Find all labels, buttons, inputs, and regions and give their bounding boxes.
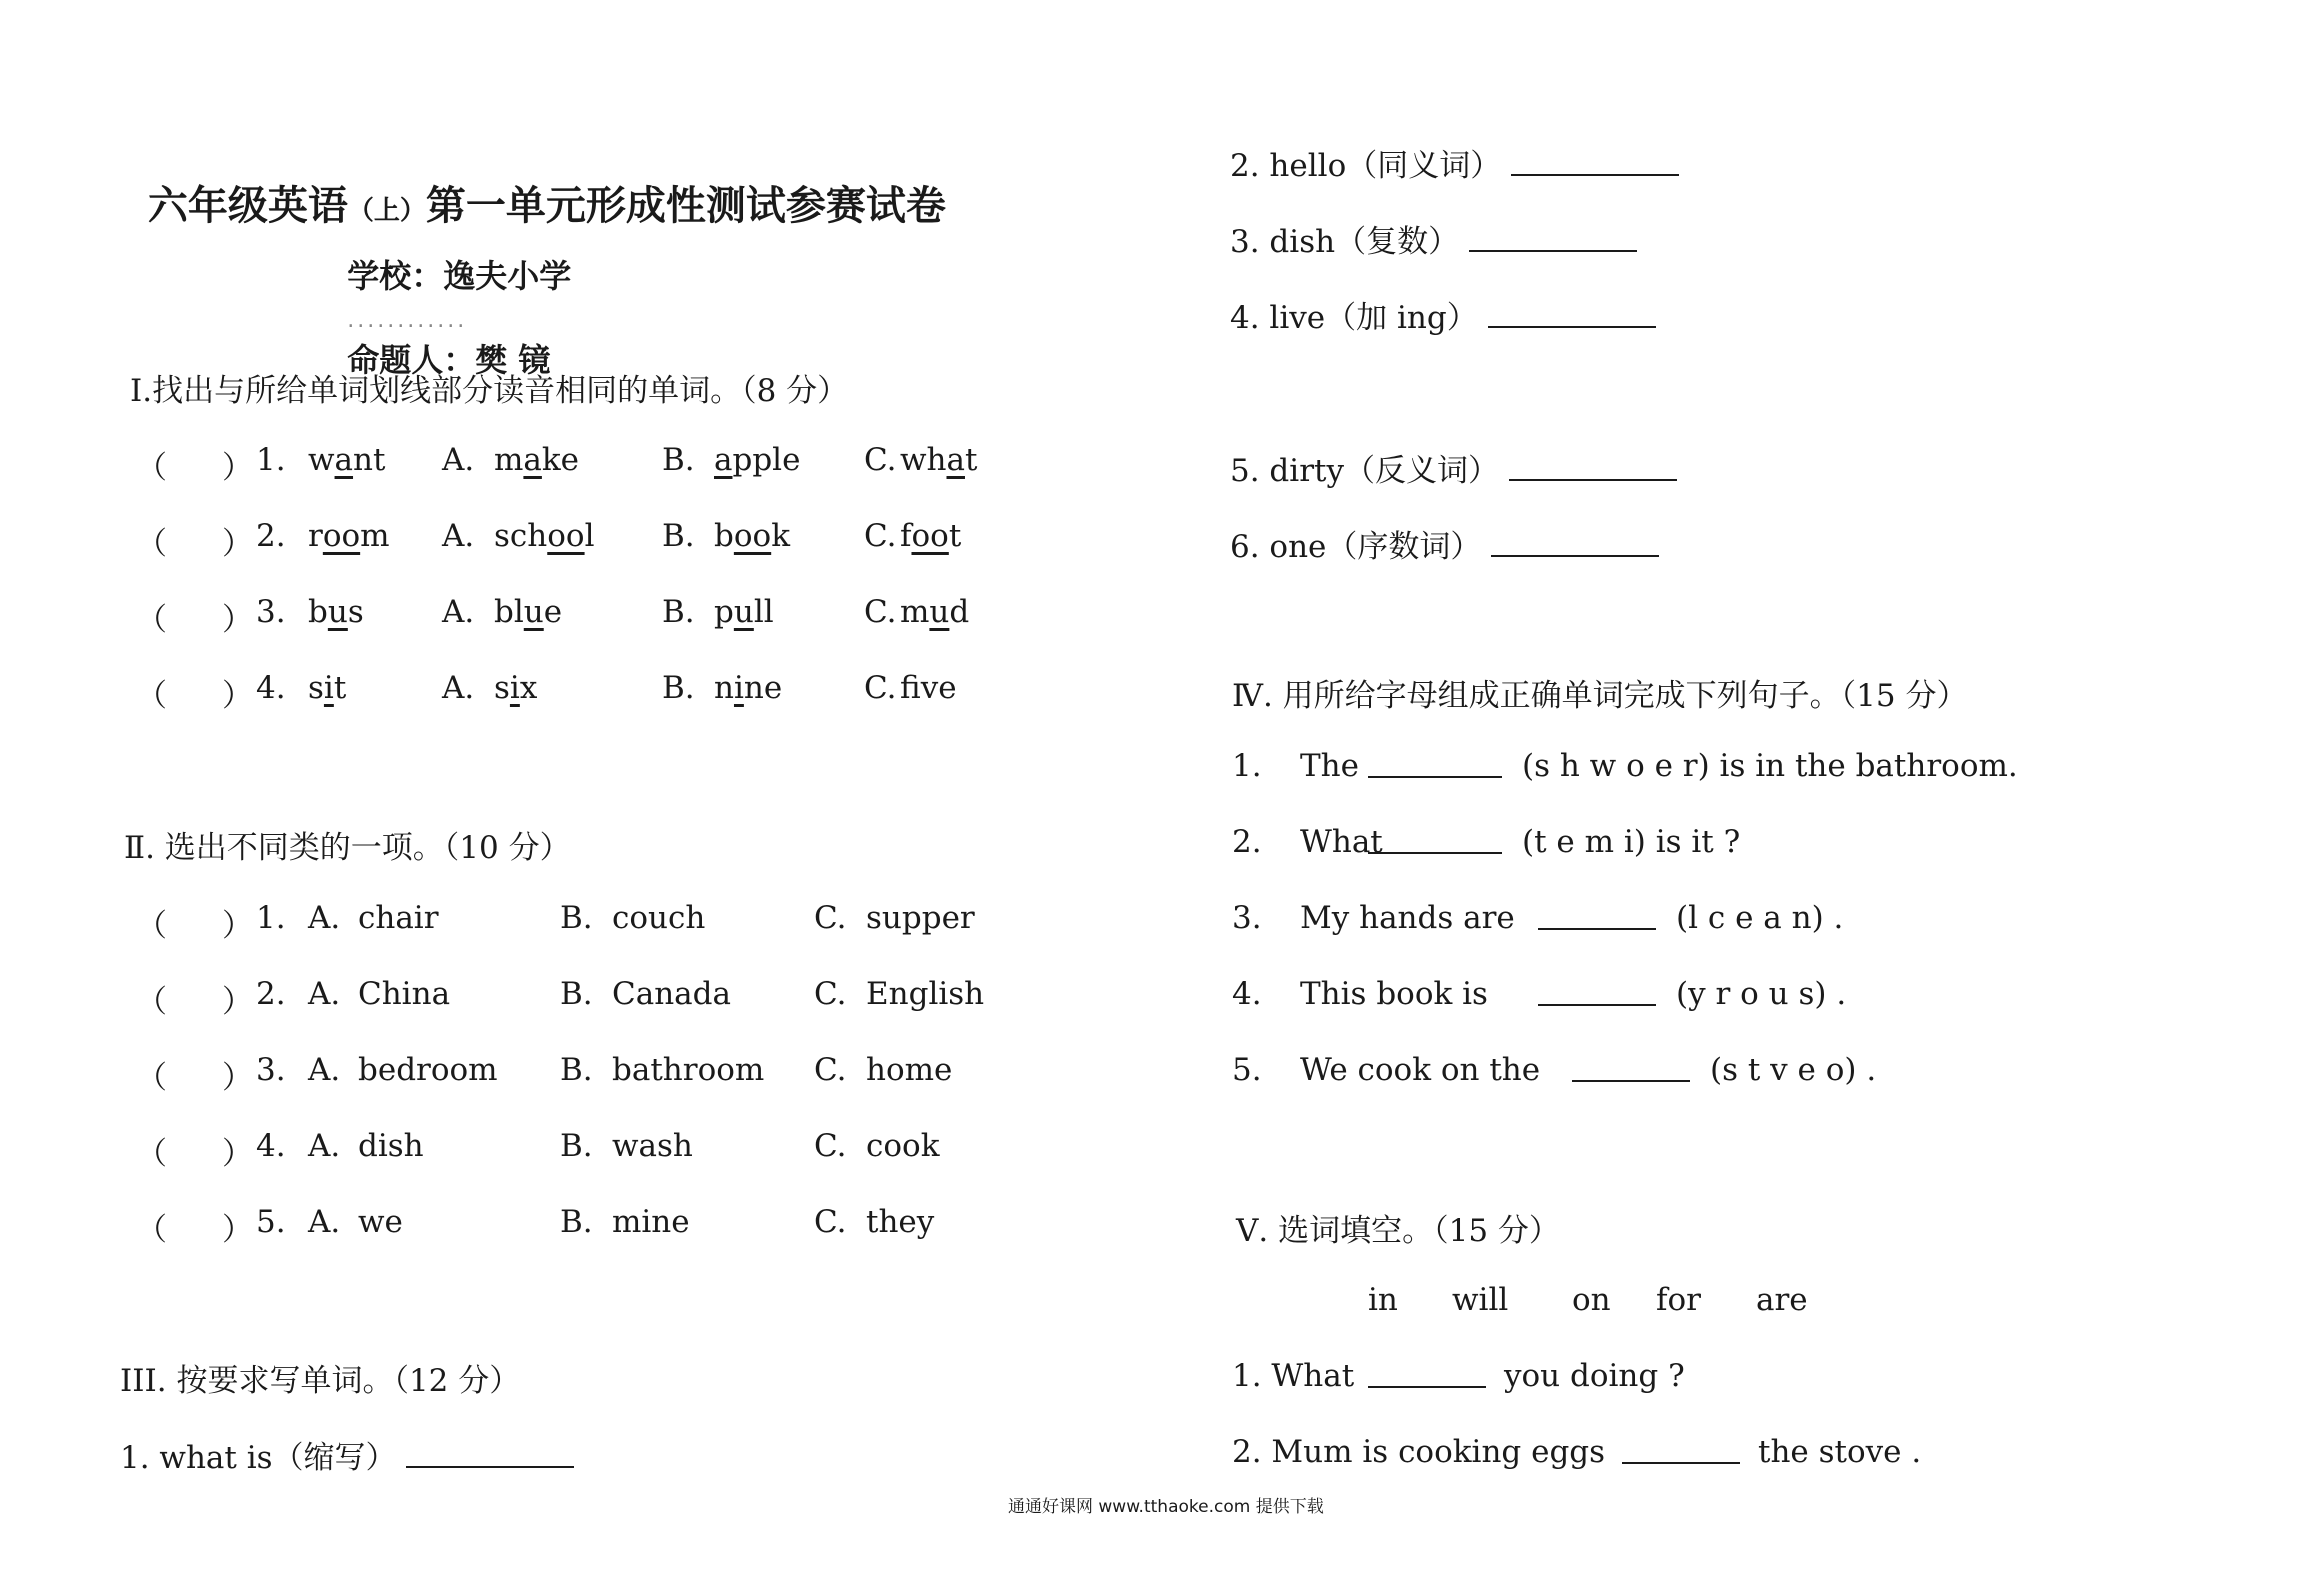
footer-text: 通通好课网 www.tthaoke.com 提供下载: [1008, 1497, 1324, 1517]
answer-blank[interactable]: [1622, 1434, 1740, 1464]
option-b-pre: n: [714, 670, 734, 706]
option-c-letter: C.: [814, 1128, 847, 1164]
word-bank-item: are: [1756, 1282, 1808, 1318]
author-label: 命题人：樊 镜: [347, 341, 551, 379]
target-word-pre: b: [308, 594, 328, 630]
question-number: 2.: [256, 976, 286, 1012]
dotted-separator: ............: [347, 308, 468, 333]
option-a-word[interactable]: chair: [358, 900, 439, 936]
option-c-underlined: a: [946, 442, 965, 478]
option-c-pre: wh: [900, 442, 947, 478]
answer-box[interactable]: [166, 1052, 236, 1086]
word-bank-item: for: [1656, 1282, 1701, 1318]
answer-paren-close: ）: [222, 1212, 253, 1248]
option-c-letter: C.: [814, 900, 847, 936]
answer-paren-open: （: [136, 678, 167, 714]
word-bank-item: will: [1452, 1282, 1509, 1318]
option-b-word[interactable]: [714, 670, 782, 706]
title-rest: 第一单元形成性测试参赛试卷: [425, 183, 946, 229]
option-b-letter: B.: [662, 518, 695, 554]
answer-paren-close: ）: [222, 908, 253, 944]
target-word-post: m: [360, 518, 390, 554]
option-b-underlined: oo: [733, 518, 772, 554]
option-b-post: ll: [753, 594, 774, 630]
answer-blank[interactable]: [1368, 1358, 1486, 1388]
sentence-end: the stove .: [1758, 1434, 1922, 1470]
answer-paren-close: ）: [222, 1136, 253, 1172]
target-word-pre: r: [308, 518, 323, 554]
sentence-end: (y r o u s) .: [1676, 976, 1847, 1012]
fill-item: [1230, 445, 1677, 490]
option-b-letter: B.: [662, 670, 695, 706]
option-c-post: d: [949, 594, 970, 630]
answer-box[interactable]: [166, 442, 236, 476]
option-b-word[interactable]: Canada: [612, 976, 731, 1012]
answer-box[interactable]: [166, 518, 236, 552]
option-c-word[interactable]: [900, 518, 961, 554]
option-a-letter: A.: [308, 1052, 341, 1088]
question-number: 4.: [256, 670, 286, 706]
target-word-underlined: oo: [322, 518, 361, 554]
fill-item-text: 1. what is（缩写）: [120, 1440, 397, 1476]
option-a-letter: A.: [442, 670, 475, 706]
fill-item: [1230, 216, 1637, 261]
answer-paren-open: （: [136, 526, 167, 562]
answer-blank[interactable]: [1368, 824, 1502, 854]
option-a-letter: A.: [308, 1128, 341, 1164]
answer-blank[interactable]: [1368, 748, 1502, 778]
option-a-post: ke: [541, 442, 580, 478]
answer-paren-close: ）: [222, 678, 253, 714]
question-number: 2.: [1232, 824, 1262, 860]
sentence-end: (l c e a n) .: [1676, 900, 1844, 936]
section-1-heading: Ⅰ.找出与所给单词划线部分读音相同的单词。（8 分）: [130, 373, 849, 409]
question-number: 3.: [1232, 900, 1262, 936]
option-b-word[interactable]: wash: [612, 1128, 693, 1164]
option-a-pre: s: [494, 670, 510, 706]
answer-box[interactable]: [166, 900, 236, 934]
option-a-word[interactable]: bedroom: [358, 1052, 498, 1088]
option-c-underlined: oo: [911, 518, 949, 554]
answer-paren-open: （: [136, 984, 167, 1020]
target-word-pre: s: [308, 670, 324, 706]
option-b-word[interactable]: [714, 442, 800, 478]
option-c-word[interactable]: English: [866, 976, 985, 1012]
option-a-letter: A.: [442, 594, 475, 630]
sentence-start: This book is: [1300, 976, 1488, 1012]
option-b-letter: B.: [560, 1204, 593, 1240]
option-c-letter: C.: [814, 976, 847, 1012]
fill-item-text: 2. hello（同义词）: [1230, 148, 1502, 184]
option-a-underlined: a: [523, 442, 542, 478]
target-word: [308, 442, 385, 478]
fill-item-text: 6. one（序数词）: [1230, 529, 1482, 565]
option-a-word[interactable]: [494, 594, 562, 630]
sentence-start: 2. Mum is cooking eggs: [1232, 1434, 1606, 1470]
option-a-underlined: u: [523, 594, 544, 630]
sentence-start: What: [1300, 824, 1383, 860]
target-word-underlined: i: [323, 670, 334, 706]
title-main: 六年级英语: [147, 183, 348, 229]
option-b-letter: B.: [662, 442, 695, 478]
option-a-underlined: i: [509, 670, 520, 706]
option-c-post: t: [964, 442, 978, 478]
option-c-word[interactable]: [900, 670, 957, 706]
option-a-underlined: oo: [547, 518, 585, 554]
target-word-post: nt: [353, 442, 386, 478]
option-c-word[interactable]: home: [866, 1052, 953, 1088]
option-c-letter: C.: [864, 670, 897, 706]
answer-paren-open: （: [136, 1136, 167, 1172]
option-a-post: x: [519, 670, 538, 706]
sentence-end: (t e m i) is it ?: [1522, 824, 1741, 860]
fill-item: [1230, 140, 1679, 185]
section-2-heading: Ⅱ. 选出不同类的一项。（10 分）: [124, 830, 571, 866]
target-word: [308, 518, 390, 554]
word-bank-item: on: [1572, 1282, 1611, 1318]
question-number: 5.: [1232, 1052, 1262, 1088]
option-a-word[interactable]: dish: [358, 1128, 424, 1164]
answer-paren-close: ）: [222, 526, 253, 562]
section-4-heading: Ⅳ. 用所给字母组成正确单词完成下列句子。（15 分）: [1232, 678, 1968, 714]
option-c-word[interactable]: cook: [866, 1128, 940, 1164]
question-number: 1.: [1232, 748, 1262, 784]
word-bank-item: in: [1368, 1282, 1398, 1318]
answer-paren-open: （: [136, 450, 167, 486]
option-b-post: k: [771, 518, 790, 554]
option-a-letter: A.: [442, 442, 475, 478]
answer-paren-close: ）: [222, 602, 253, 638]
target-word-underlined: u: [327, 594, 348, 630]
answer-paren-close: ）: [222, 1060, 253, 1096]
option-c-letter: C.: [814, 1204, 847, 1240]
answer-box[interactable]: [166, 670, 236, 704]
option-c-letter: C.: [864, 442, 897, 478]
answer-blank[interactable]: [1491, 527, 1659, 557]
question-number: 1.: [256, 900, 286, 936]
option-b-pre: b: [714, 518, 734, 554]
answer-box[interactable]: [166, 594, 236, 628]
question-number: 3.: [256, 1052, 286, 1088]
option-b-pre: p: [714, 594, 734, 630]
fill-item-text: 3. dish（复数）: [1230, 224, 1460, 260]
option-a-word[interactable]: China: [358, 976, 451, 1012]
option-a-word[interactable]: we: [358, 1204, 403, 1240]
answer-blank[interactable]: [1488, 298, 1656, 328]
answer-blank[interactable]: [1538, 900, 1656, 930]
option-b-letter: B.: [560, 900, 593, 936]
target-word-pre: w: [308, 442, 335, 478]
option-a-letter: A.: [308, 1204, 341, 1240]
section-3-heading: III. 按要求写单词。（12 分）: [120, 1363, 521, 1399]
sentence-end: (s h w o e r) is in the bathroom.: [1522, 748, 2018, 784]
option-c-letter: C.: [864, 518, 897, 554]
option-a-post: l: [584, 518, 595, 554]
target-word: [308, 670, 346, 706]
answer-box[interactable]: [166, 1204, 236, 1238]
answer-blank[interactable]: [1469, 222, 1637, 252]
answer-paren-open: （: [136, 908, 167, 944]
option-b-post: ne: [743, 670, 783, 706]
option-a-letter: A.: [308, 900, 341, 936]
fill-item: [120, 1432, 574, 1477]
option-c-pre: f: [900, 518, 912, 554]
answer-blank[interactable]: [1538, 976, 1656, 1006]
option-b-underlined: u: [733, 594, 754, 630]
option-a-letter: A.: [442, 518, 475, 554]
option-b-word[interactable]: bathroom: [612, 1052, 765, 1088]
option-a-pre: bl: [494, 594, 524, 630]
fill-item-text: 4. live（加 ing）: [1230, 300, 1478, 336]
option-b-letter: B.: [560, 976, 593, 1012]
answer-blank[interactable]: [1511, 146, 1679, 176]
answer-paren-open: （: [136, 602, 167, 638]
school-label: 学校：逸夫小学: [347, 257, 572, 295]
question-number: 5.: [256, 1204, 286, 1240]
subtitle-line: [325, 213, 571, 381]
option-b-word[interactable]: mine: [612, 1204, 690, 1240]
option-a-pre: m: [494, 442, 524, 478]
option-c-word[interactable]: [900, 442, 977, 478]
target-word-post: s: [347, 594, 364, 630]
option-b-underlined: a: [714, 442, 733, 478]
option-a-post: e: [543, 594, 563, 630]
sentence-start: 1. What: [1232, 1358, 1355, 1394]
option-a-word[interactable]: [494, 670, 537, 706]
option-b-post: pple: [732, 442, 801, 478]
option-a-word[interactable]: [494, 442, 579, 478]
answer-paren-close: ）: [222, 984, 253, 1020]
fill-item: [1230, 292, 1656, 337]
answer-blank[interactable]: [406, 1438, 574, 1468]
answer-paren-open: （: [136, 1060, 167, 1096]
target-word-post: t: [333, 670, 347, 706]
option-a-letter: A.: [308, 976, 341, 1012]
sentence-start: My hands are: [1300, 900, 1515, 936]
option-c-pre: f: [900, 670, 921, 706]
option-c-post: t: [948, 518, 962, 554]
option-a-word[interactable]: [494, 518, 595, 554]
option-c-word[interactable]: [900, 594, 969, 630]
option-c-word[interactable]: supper: [866, 900, 975, 936]
question-number: 2.: [256, 518, 286, 554]
option-c-post: ve: [920, 670, 957, 706]
sentence-end: (s t v e o) .: [1710, 1052, 1877, 1088]
question-number: 4.: [256, 1128, 286, 1164]
target-word-underlined: a: [334, 442, 354, 478]
answer-paren-open: （: [136, 1212, 167, 1248]
sentence-start: The: [1300, 748, 1359, 784]
option-c-underlined: u: [929, 594, 950, 630]
fill-item-text: 5. dirty（反义词）: [1230, 453, 1499, 489]
question-number: 1.: [256, 442, 286, 478]
option-c-letter: C.: [814, 1052, 847, 1088]
option-a-pre: sch: [494, 518, 548, 554]
question-number: 4.: [1232, 976, 1262, 1012]
option-c-letter: C.: [864, 594, 897, 630]
sentence-start: We cook on the: [1300, 1052, 1541, 1088]
option-c-pre: m: [900, 594, 930, 630]
option-c-word[interactable]: they: [866, 1204, 935, 1240]
answer-blank[interactable]: [1509, 451, 1677, 481]
answer-box[interactable]: [166, 1128, 236, 1162]
sentence-end: you doing ?: [1504, 1358, 1685, 1394]
title-small: （上）: [347, 196, 426, 226]
option-b-letter: B.: [560, 1052, 593, 1088]
option-b-underlined: i: [733, 670, 744, 706]
option-b-word[interactable]: [714, 594, 774, 630]
target-word: [308, 594, 364, 630]
answer-box[interactable]: [166, 976, 236, 1010]
answer-blank[interactable]: [1572, 1052, 1690, 1082]
fill-item: [1230, 521, 1659, 566]
option-b-letter: B.: [662, 594, 695, 630]
question-number: 3.: [256, 594, 286, 630]
option-b-word[interactable]: [714, 518, 790, 554]
option-b-word[interactable]: couch: [612, 900, 706, 936]
answer-paren-close: ）: [222, 450, 253, 486]
option-b-letter: B.: [560, 1128, 593, 1164]
section-5-heading: Ⅴ. 选词填空。（15 分）: [1236, 1213, 1560, 1249]
